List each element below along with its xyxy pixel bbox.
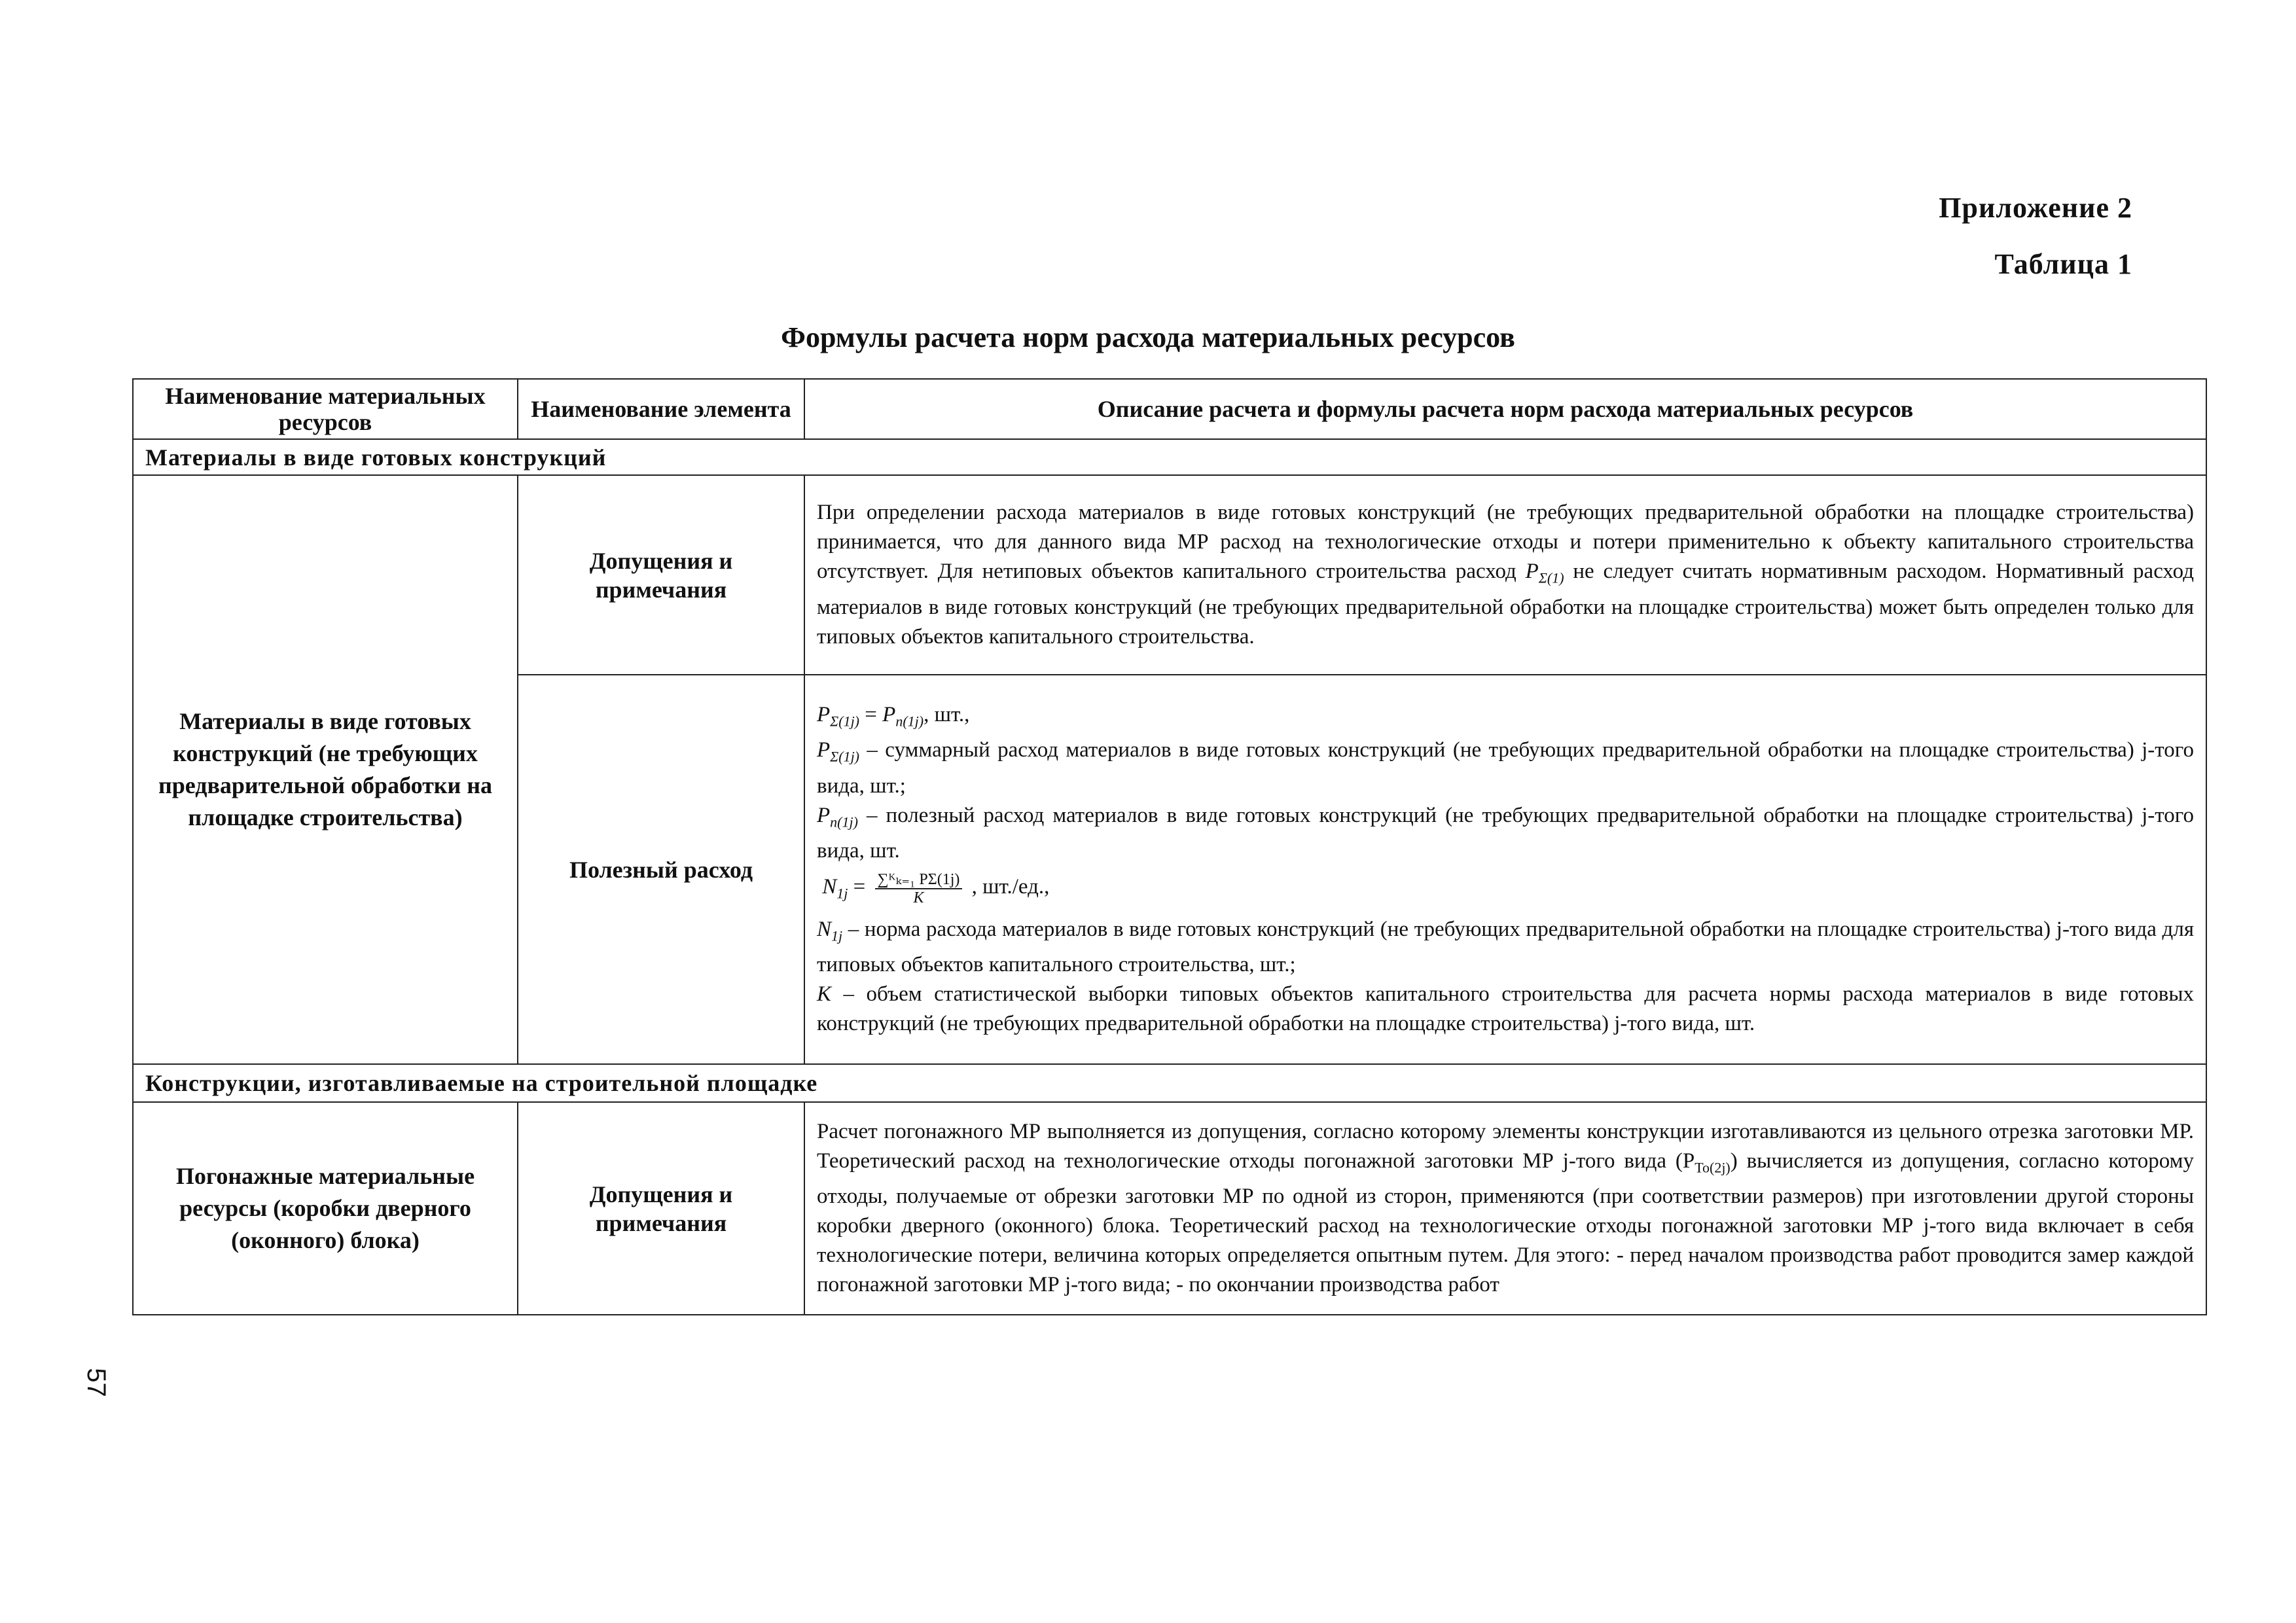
definition-text: $N_{1j}$ – норма расхода материалов в виде готовых конструкций (не требующих предварительной обработки на площадке строительства) j-того вида для типовых объектов капитального строительства, шт.;: [817, 917, 2194, 977]
math-symbol: $P_{То(2j)}$: [1682, 1149, 1731, 1176]
resource-name-cell: Материалы в виде готовых конструкций (не требующих предварительной обработки на площадке строительства): [133, 475, 518, 1064]
column-header-element: Наименование элемента: [518, 379, 804, 439]
table-header-row: [133, 379, 2206, 439]
element-name-cell: Допущения и примечания: [518, 475, 804, 675]
description-text: Расчет погонажного МР выполняется из допущения, согласно которому элементы конструкции изготавливаются из цельного отрезка заготовки МР. Теоретический расход на технологические отходы погонажной заготовки МР j-того вида $(P_{То(2j)})$ вычисляется из допущения, согласно которому отходы, получаемые от обрезки заготовки МР по одной из сторон, применяются (при соответствии размеров) при изготовлении другой стороны коробки дверного (оконного) блока. Теоретический расход на технологические отходы погонажной заготовки МР j-того вида включает в себя технологические потери, величина которых определяется опытным путем. Для этого: - перед началом производства работ проводится замер каждой погонажной заготовки МР j-того вида; - по окончании производства работ: [817, 1119, 2194, 1297]
math-symbol: $P_{\Sigma(1)}$: [1525, 560, 1564, 586]
section-title: Материалы в виде готовых конструкций: [133, 439, 2206, 475]
column-header-description: Описание расчета и формулы расчета норм расхода материальных ресурсов: [804, 379, 2206, 439]
fraction: $\frac{\text{∑ᴷₖ₌₁ PΣ(1j)}}{K}$: [875, 871, 963, 906]
document-title: Формулы расчета норм расхода материальных ресурсов: [781, 321, 1515, 353]
description-text: При определении расхода материалов в виде готовых конструкций (не требующих предварительной обработки на площадке строительства) принимается, что для данного вида МР расход на технологические отходы и потери применительно к объекту капитального строительства отсутствует. Для нетиповых объектов капитального строительства расход $P_{\Sigma(1)}$ не следует считать нормативным расходом. Нормативный расход материалов в виде готовых конструкций (не требующих предварительной обработки на площадке строительства) может быть определен только для типовых объектов капитального строительства.: [817, 501, 2194, 649]
table-row: [133, 1102, 2206, 1315]
appendix-label: Приложение 2: [1939, 192, 2132, 224]
formula-sum-consumption: $P_{\Sigma(1j)} = P_{п(1j)}$, шт.,: [817, 702, 970, 730]
page-number: 57: [81, 1368, 111, 1397]
definition-text: $P_{п(1j)}$ – полезный расход материалов в виде готовых конструкций (не требующих предварительной обработки на площадке строительства) j-того вида, шт.: [817, 803, 2194, 863]
element-name-cell: Полезный расход: [518, 675, 804, 1064]
table-row: [133, 475, 2206, 675]
definition-text: K – объем статистической выборки типовых объектов капитального строительства для расчета нормы расхода материалов в виде готовых конструкций (не требующих предварительной обработки на площадке строительства) j-того вида, шт.: [817, 982, 2194, 1036]
resource-name-cell: Погонажные материальные ресурсы (коробки дверного (оконного) блока): [133, 1102, 518, 1315]
description-cell: [804, 1102, 2206, 1315]
description-cell: [804, 475, 2206, 675]
formula-norm: $N_{1j}$ = $\frac{\text{∑ᴷₖ₌₁ PΣ(1j)}}{K}$ , шт./ед.,: [822, 870, 1050, 906]
section-row: [133, 439, 2206, 475]
element-name-cell: Допущения и примечания: [518, 1102, 804, 1315]
norms-table: [132, 378, 2207, 1315]
column-header-resource: Наименование материальных ресурсов: [133, 379, 518, 439]
definition-text: $P_{\Sigma(1j)}$ – суммарный расход материалов в виде готовых конструкций (не требующих предварительной обработки на площадке строительства) j-того вида, шт.;: [817, 738, 2194, 798]
section-title: Конструкции, изготавливаемые на строительной площадке: [133, 1064, 2206, 1102]
section-row: [133, 1064, 2206, 1102]
description-cell: [804, 675, 2206, 1064]
table-number-label: Таблица 1: [1994, 248, 2132, 280]
